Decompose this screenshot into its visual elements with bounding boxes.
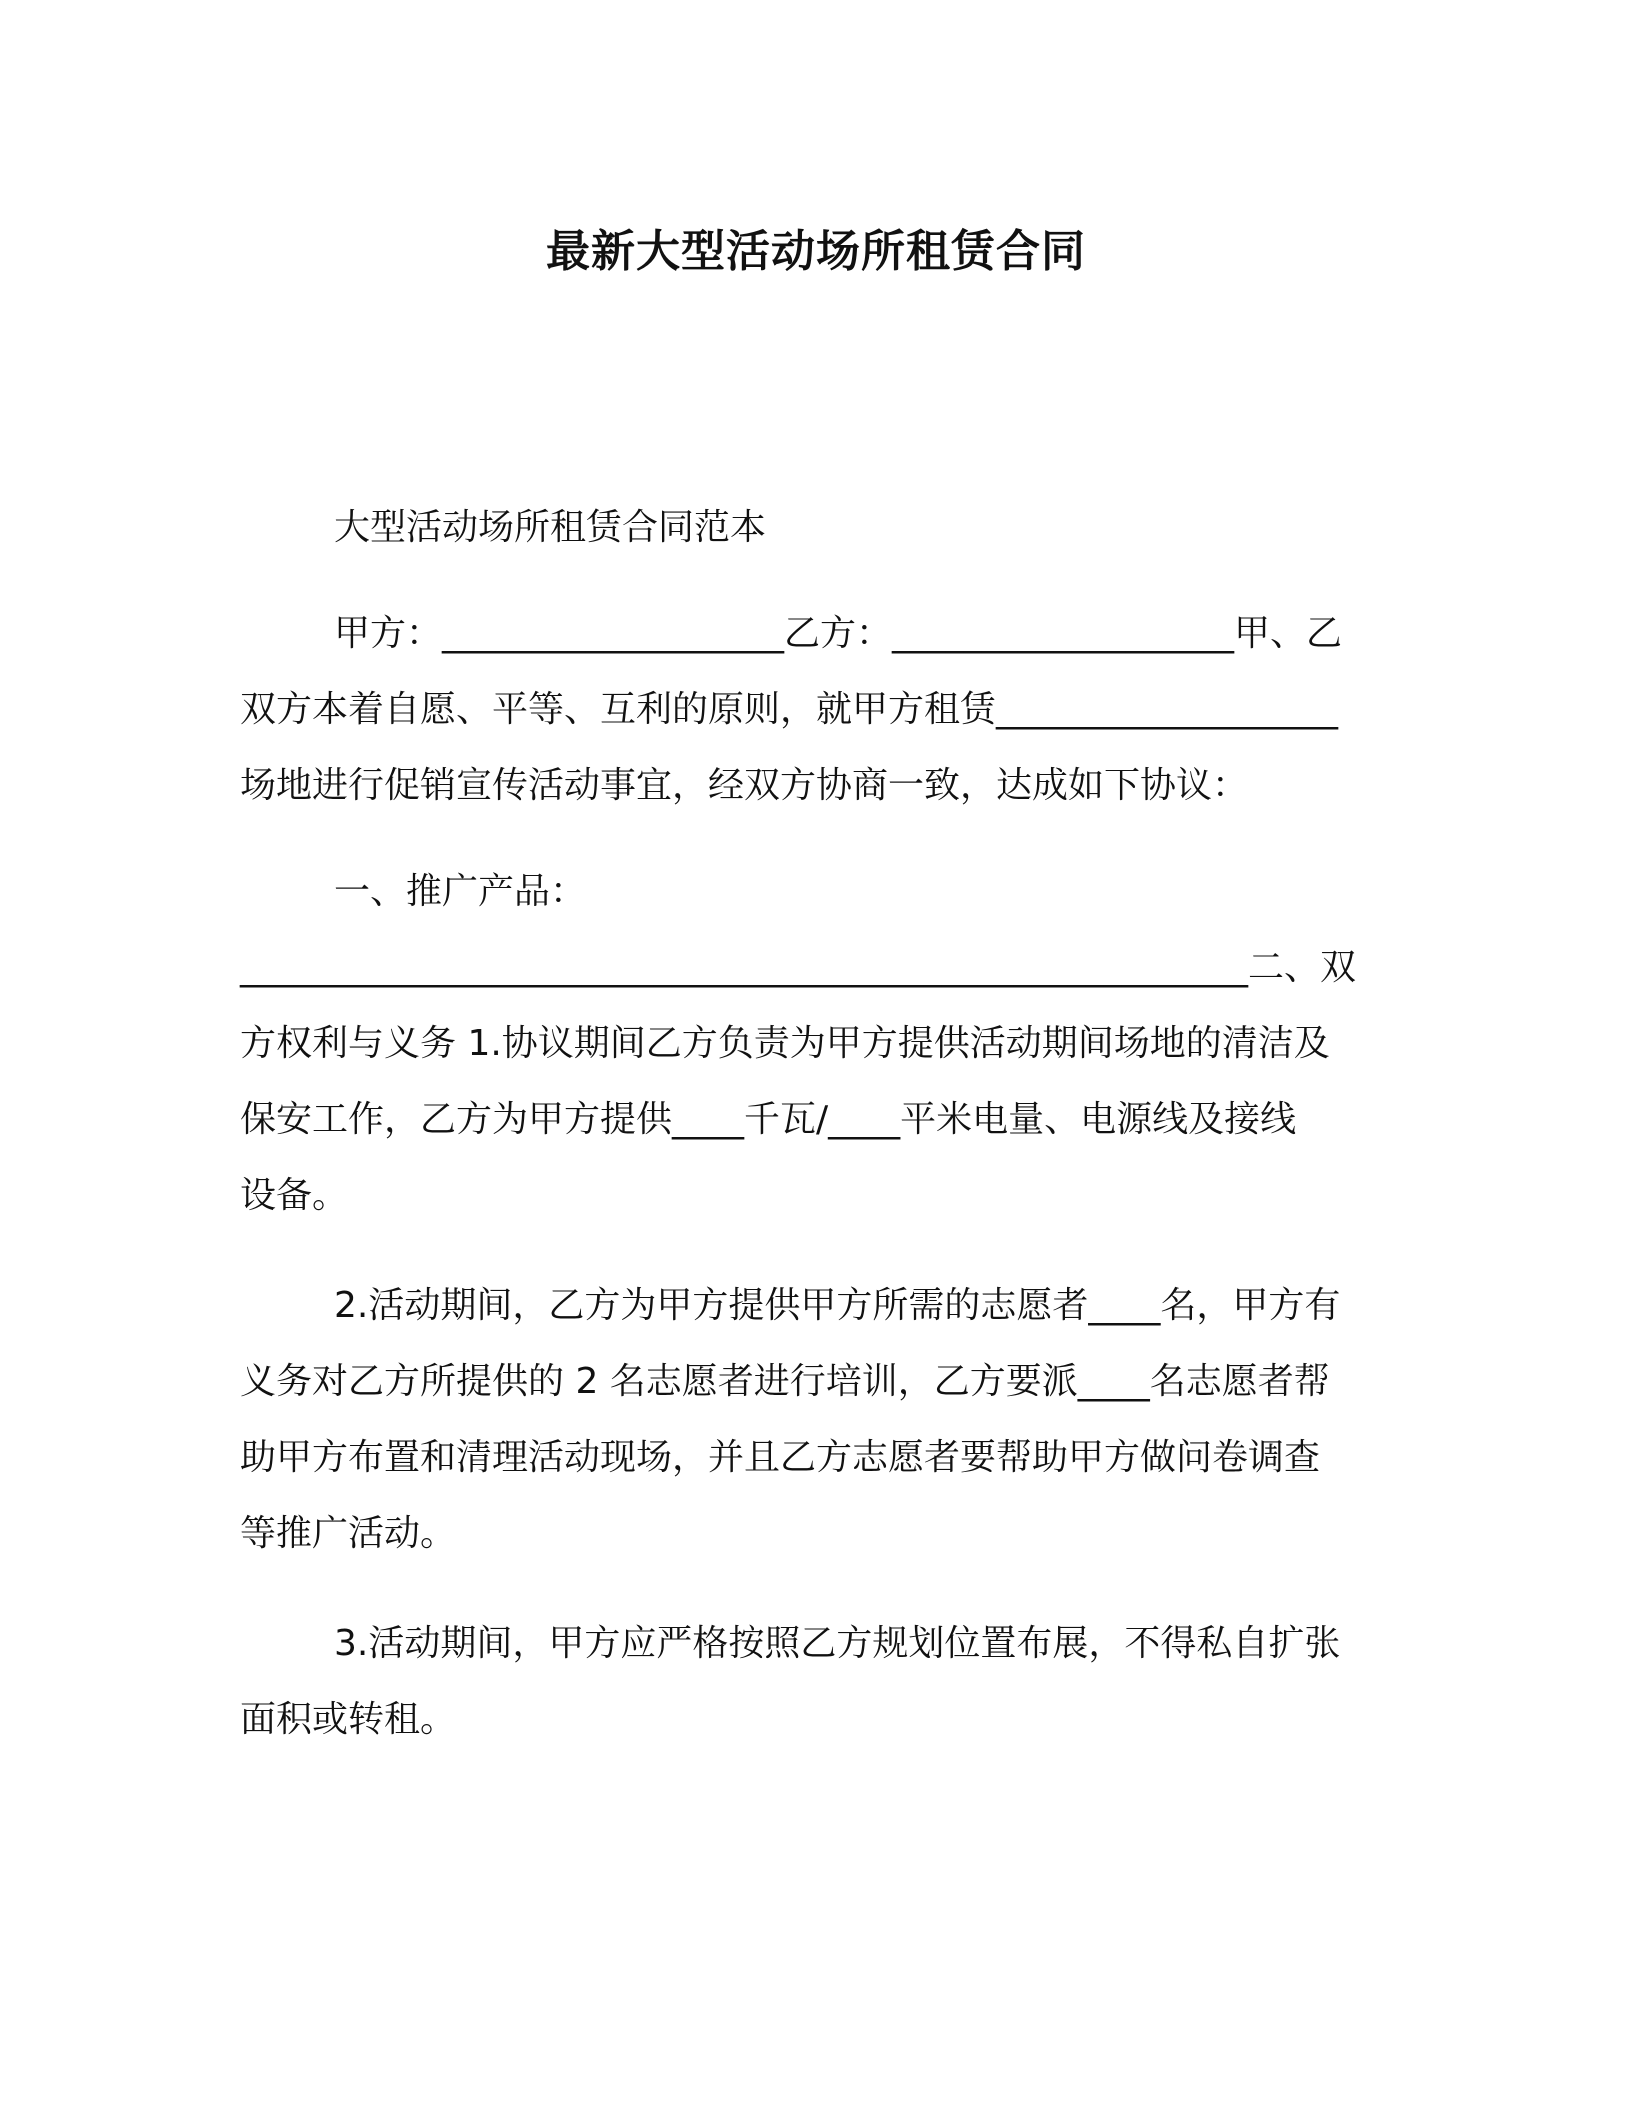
- clause-3-line-2: 面积或转租。: [240, 1699, 457, 1740]
- section-1-line-4: 设备。: [240, 1175, 349, 1216]
- clause-2-line-1: 2.活动期间，乙方为甲方提供甲方所需的志愿者____名，甲方有: [334, 1285, 1341, 1326]
- document-body: [240, 490, 1392, 1758]
- parties-line-3: 场地进行促销宣传活动事宜，经双方协商一致，达成如下协议：: [240, 765, 1249, 806]
- clause-3-paragraph: [240, 1606, 1392, 1758]
- parties-line-2: 双方本着自愿、平等、互利的原则，就甲方租赁___________________: [240, 689, 1339, 730]
- section-1-heading: 一、推广产品：: [334, 871, 587, 912]
- section-1-heading-paragraph: [240, 854, 1392, 930]
- clause-2-line-3: 助甲方布置和清理活动现场，并且乙方志愿者要帮助甲方做问卷调查: [240, 1437, 1321, 1478]
- document-title: 最新大型活动场所租赁合同: [546, 226, 1086, 277]
- section-1-line-2: 方权利与义务 1.协议期间乙方负责为甲方提供活动期间场地的清洁及: [240, 1023, 1330, 1064]
- parties-paragraph: [240, 596, 1392, 824]
- clause-2-line-2: 义务对乙方所提供的 2 名志愿者进行培训，乙方要派____名志愿者帮: [240, 1361, 1330, 1402]
- section-1-paragraph: [240, 930, 1392, 1234]
- document-subtitle: 大型活动场所租赁合同范本: [334, 507, 767, 548]
- subtitle-paragraph: [240, 490, 1392, 566]
- section-1-line-3: 保安工作，乙方为甲方提供____千瓦/____平米电量、电源线及接线: [240, 1099, 1297, 1140]
- section-1-line-1: ________________________________________________________二、双: [240, 947, 1356, 988]
- clause-2-paragraph: [240, 1268, 1392, 1572]
- clause-2-line-4: 等推广活动。: [240, 1513, 457, 1554]
- clause-3-line-1: 3.活动期间，甲方应严格按照乙方规划位置布展，不得私自扩张: [334, 1623, 1341, 1664]
- parties-line-1: 甲方：___________________乙方：___________________甲、乙: [334, 613, 1343, 654]
